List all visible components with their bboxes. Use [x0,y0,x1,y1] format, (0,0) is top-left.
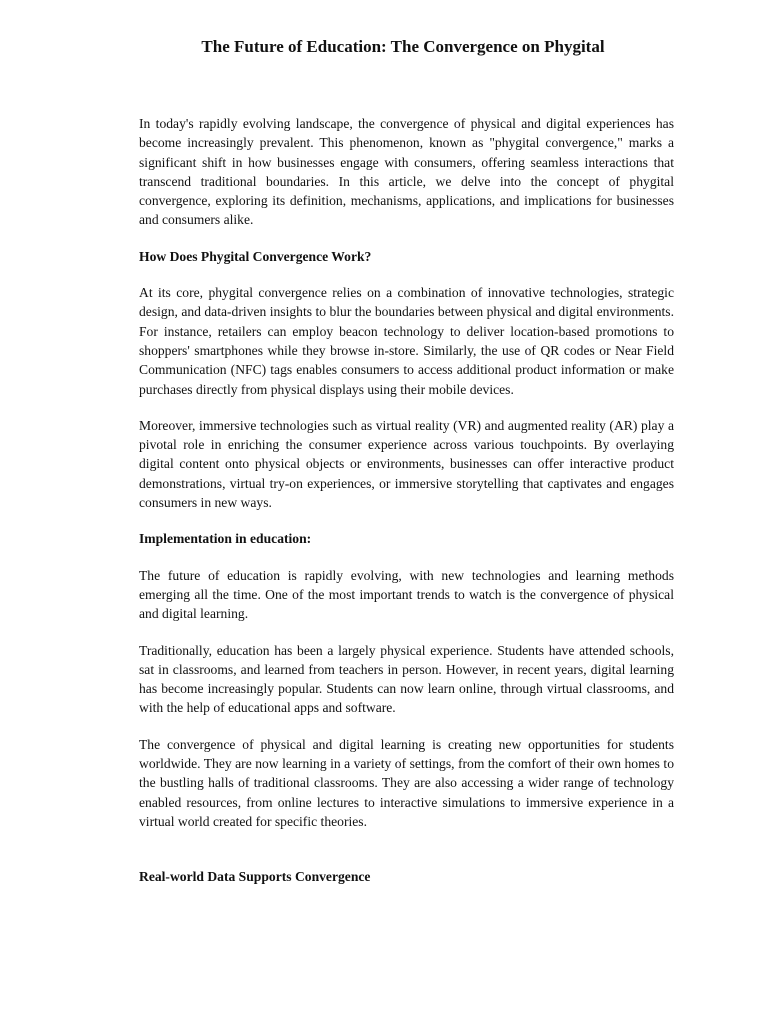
paragraph-immersive-technologies: Moreover, immersive technologies such as virtual reality (VR) and augmented reality (AR) play a pivotal role in enriching the consumer experience across various touchpoints. By overlaying digital content onto physical objects or environments, businesses can offer interactive product demonstrations, virtual try-on experiences, or immersive storytelling that captivates and engages consumers in new ways. [139,417,674,511]
paragraph-traditional-education: Traditionally, education has been a largely physical experience. Students have attended schools, sat in classrooms, and learned from teachers in person. However, in recent years, digital learning has become increasingly popular. Students can now learn online, through virtual classrooms, and with the help of educational apps and software. [139,642,674,716]
paragraph-future-of-education: The future of education is rapidly evolving, with new technologies and learning methods emerging all the time. One of the most important trends to watch is the convergence of physical and digital learning. [139,567,674,622]
intro-paragraph: In today's rapidly evolving landscape, the convergence of physical and digital experiences has become increasingly prevalent. This phenomenon, known as "phygital convergence," marks a significant shift in how businesses engage with consumers, offering seamless interactions that transcend traditional boundaries. In this article, we delve into the concept of phygital convergence, exploring its definition, mechanisms, applications, and implications for businesses and consumers alike. [139,116,674,228]
section-heading-real-world-data: Real-world Data Supports Convergence [139,869,371,885]
document-body [139,114,674,904]
paragraph-core-technologies: At its core, phygital convergence relies on a combination of innovative technologies, strategic design, and data-driven insights to blur the boundaries between physical and digital environments. For instance, retailers can employ beacon technology to deliver location-based promotions to shoppers' smartphones while they browse in-store. Similarly, the use of QR codes or Near Field Communication (NFC) tags enables consumers to access additional product information or make purchases directly from physical displays using their mobile devices. [139,285,674,397]
section-heading-how-it-works: How Does Phygital Convergence Work? [139,248,372,264]
section-heading-implementation: Implementation in education: [139,531,312,547]
paragraph-convergence-opportunities: The convergence of physical and digital learning is creating new opportunities for students worldwide. They are now learning in a variety of settings, from the comfort of their own homes to the bustling halls of traditional classrooms. They are also accessing a wider range of technology enabled resources, from online lectures to interactive simulations to immersive experience in a virtual world created for specific theories. [139,736,674,829]
page-title: The Future of Education: The Convergence on Phygital [201,37,605,56]
